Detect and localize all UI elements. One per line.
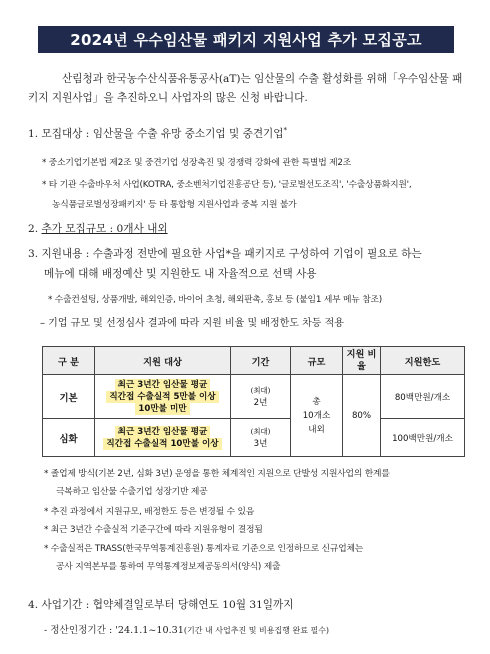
section-3-heading-cont: 메뉴에 대해 배정예산 및 지원한도 내 자율적으로 선택 사용 [44, 268, 317, 280]
section-2-text: 추가 모집규모 : 0개사 내외 [41, 223, 168, 235]
scale-line: 총 [312, 396, 321, 407]
row-limit: 80백만원/개소 [381, 375, 465, 419]
scale-line: 내외 [308, 424, 325, 435]
section-1-footnote-mark: * [283, 126, 288, 135]
row-period [231, 375, 291, 419]
row-period [231, 419, 291, 457]
target-line: 최근 3년간 임산물 평균 [115, 426, 211, 438]
settlement-date: '24.1.1~10.31 [115, 625, 184, 636]
settlement-label: - 정산인정기간 : [44, 625, 116, 636]
page-title: 2024년 우수임산물 패키지 지원사업 추가 모집공고 [38, 26, 454, 53]
period-value: 3년 [253, 439, 268, 449]
section-1-text: 1. 모집대상 : 임산물을 수출 유망 중소기업 및 중견기업 [28, 128, 284, 140]
scale-cell [291, 375, 343, 457]
target-line: 최근 3년간 임산물 평균 [115, 379, 211, 391]
settlement-note: (기간 내 사업추진 및 비용집행 완료 필수) [183, 626, 330, 635]
note-1-cont: 극복하고 임산물 수출기업 성장기반 제공 [56, 487, 208, 497]
intro-paragraph: 산림청과 한국농수산식품유통공사(aT)는 임산물의 수출 활성화를 위해「우수임산물 패키지 지원사업」을 추진하오니 사업자의 많은 신청 바랍니다. [28, 73, 463, 104]
row-type: 기본 [43, 375, 95, 419]
table-header-row [43, 347, 465, 375]
section-3-heading: 3. 지원내용 : 수출과정 전반에 필요한 사업*을 패키지로 구성하여 기업이 필요로 하는 [28, 248, 422, 260]
period-label: (최대) [250, 427, 271, 436]
row-target [95, 419, 231, 457]
section-1-heading [28, 126, 287, 141]
section-4-heading: 4. 사업기간 : 협약체결일로부터 당해연도 10월 31일까지 [28, 599, 294, 611]
target-line: 10만불 미만 [135, 403, 189, 415]
section-2-number: 2. [28, 223, 42, 235]
section-4-sub [44, 622, 329, 636]
target-line: 직간접 수출실적 5만불 이상 [106, 391, 218, 403]
row-target [95, 375, 231, 419]
note-2: * 추진 과정에서 지원규모, 배정한도 등은 변경될 수 있음 [44, 507, 255, 517]
section-3-bullet: * 수출컨설팅, 상품개발, 해외인증, 바이어 초청, 해외판촉, 홍보 등 (붙임1 세부 메뉴 참조) [48, 295, 383, 305]
ratio-cell: 80% [343, 375, 381, 457]
col-header-scale: 규모 [291, 347, 343, 375]
table-row [43, 375, 465, 419]
note-4-cont: 공사 지역본부를 통하여 무역통계정보제공동의서(양식) 제출 [56, 562, 281, 572]
section-1-bullet-1: * 중소기업기본법 제2조 및 중견기업 성장촉진 및 경쟁력 강화에 관한 특별법 제2조 [42, 158, 352, 168]
section-1-bullet-3: 농식품글로벌성장패키지' 등 타 통합형 지원사업과 중복 지원 불가 [52, 200, 297, 210]
note-3: * 최근 3년간 수출실적 기준구간에 따라 지원유형이 결정됨 [44, 525, 263, 535]
table-row [43, 419, 465, 457]
support-table [42, 346, 465, 457]
note-4: * 수출실적은 TRASS(한국무역통계진흥원) 통계자료 기준으로 인정하므로 신규업체는 [44, 544, 364, 554]
row-limit: 100백만원/개소 [381, 419, 465, 457]
period-label: (최대) [250, 386, 271, 395]
scale-line: 10개소 [302, 410, 331, 421]
note-1: * 졸업제 방식(기본 2년, 심화 3년) 운영을 통한 체계적인 지원으로 단발성 지원사업의 한계를 [44, 469, 390, 479]
col-header-period: 기간 [231, 347, 291, 375]
col-header-limit: 지원한도 [381, 347, 465, 375]
row-type: 심화 [43, 419, 95, 457]
col-header-type: 구 분 [43, 347, 95, 375]
period-value: 2년 [253, 398, 268, 408]
section-2-heading [28, 221, 168, 236]
target-line: 직간접 수출실적 10만불 이상 [103, 438, 221, 450]
section-1-bullet-2: * 타 기관 수출바우처 사업(KOTRA, 중소벤처기업진흥공단 등), '글로벌선도조직', '수출상품화지원', [42, 180, 412, 190]
col-header-target: 지원 대상 [95, 347, 231, 375]
section-3-dash: – 기업 규모 및 선정심사 결과에 따라 지원 비율 및 배정한도 차등 적용 [40, 318, 344, 329]
col-header-ratio: 지원 비율 [343, 347, 381, 375]
